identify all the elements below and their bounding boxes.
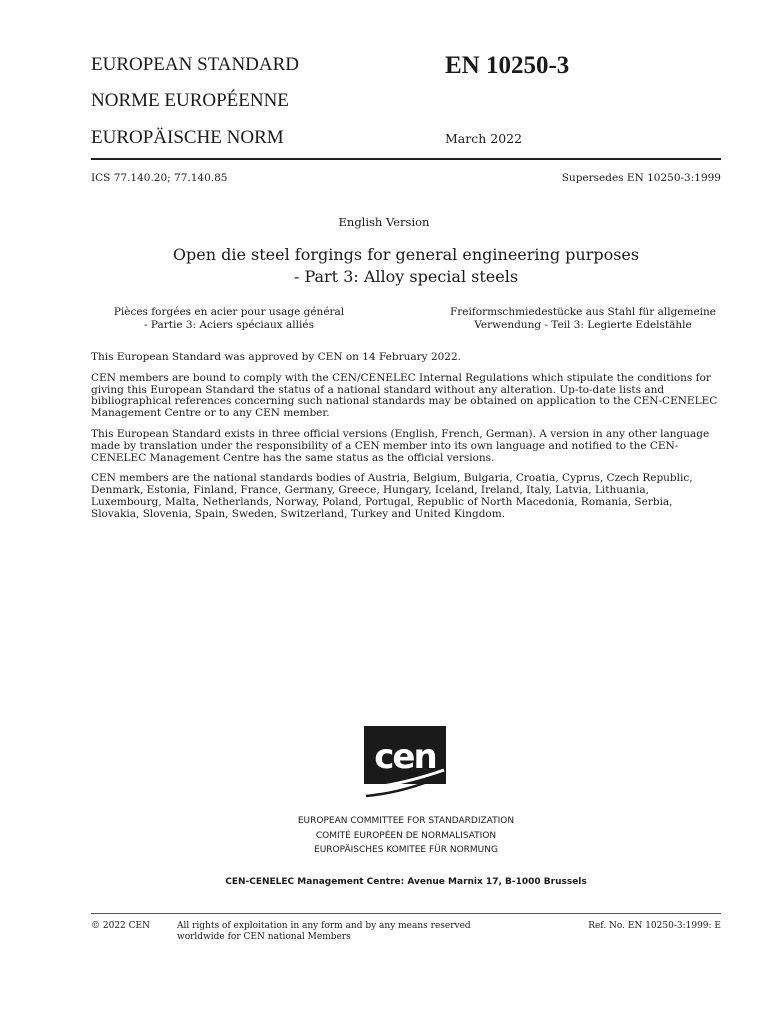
standard-number: EN 10250-3 [445, 52, 570, 79]
cen-logo-text: cen [374, 737, 436, 777]
members-paragraph: CEN members are the national standards bodies of Austria, Belgium, Bulgaria, Croatia, Cyprus, Czech Republic, Denmark, Estonia, Finland, France, Germany, Greece, Hungary, Iceland, Ireland, Italy, Latvia, Lithuania, Luxembourg, Malta, Netherlands, Norway, Poland, Portugal, Republic of North Macedonia, Romania, Serbia, Slovakia, Slovenia, Spain, Sweden, Switzerland, Turkey and United Kingdom. [91, 472, 693, 520]
approval-paragraph: This European Standard was approved by CEN on 14 February 2022. [91, 351, 462, 363]
body-text [91, 352, 723, 530]
document-title [0, 244, 768, 288]
org-name-de: EUROPÄISCHES KOMITEE FÜR NORMUNG [314, 845, 498, 855]
organization-names [0, 814, 768, 858]
management-centre-address: CEN-CENELEC Management Centre: Avenue Marnix 17, B-1000 Brussels [225, 877, 587, 887]
versions-paragraph: This European Standard exists in three official versions (English, French, German). A version in any other language made by translation under the responsibility of a CEN member into its own language and notified to the CEN-CENELEC Management Centre has the same status as the official versions. [91, 427, 710, 464]
publication-date: March 2022 [445, 131, 523, 146]
copyright: © 2022 CEN [91, 921, 150, 931]
header-divider [91, 158, 721, 160]
french-title-line-2: - Partie 3: Aciers spéciaux alliés [143, 318, 314, 331]
french-title-line-1: Pièces forgées en acier pour usage général [113, 306, 345, 318]
header-german: EUROPÄISCHE NORM [91, 127, 284, 148]
org-name-en: EUROPEAN COMMITTEE FOR STANDARDIZATION [297, 816, 515, 826]
title-line-1: Open die steel forgings for general engineering purposes [172, 245, 640, 264]
compliance-paragraph: CEN members are bound to comply with the CEN/CENELEC Internal Regulations which stipulate the conditions for giving this European Standard the status of a national standard without any alteration. Up-to-date lists and bibliographical references concerning such national standards may be obtained on application to the CEN-CENELEC Management Centre or to any CEN member. [91, 371, 718, 420]
rights-line-1: All rights of exploitation in any form and by any means reserved [177, 921, 471, 931]
footer-divider [91, 913, 721, 914]
french-title [91, 306, 367, 331]
title-line-2: - Part 3: Alloy special steels [293, 267, 519, 286]
reference-number: Ref. No. EN 10250-3:1999: E [588, 921, 721, 931]
header-english: EUROPEAN STANDARD [91, 54, 300, 75]
german-title-line-2: Verwendung - Teil 3: Legierte Edelstähle [474, 318, 692, 331]
ics-codes: ICS 77.140.20; 77.140.85 [91, 172, 228, 184]
supersedes-note: Supersedes EN 10250-3:1999 [561, 172, 721, 184]
german-title-line-1: Freiformschmiedestücke aus Stahl für allgemeine [449, 306, 717, 318]
header-french: NORME EUROPÉENNE [91, 90, 289, 111]
version-label: English Version [338, 215, 430, 229]
cen-logo-icon [364, 726, 446, 798]
rights-statement [177, 921, 487, 943]
org-name-fr: COMITÉ EUROPÉEN DE NORMALISATION [315, 830, 497, 841]
rights-line-2: worldwide for CEN national Members [177, 932, 351, 942]
german-title [442, 306, 724, 331]
